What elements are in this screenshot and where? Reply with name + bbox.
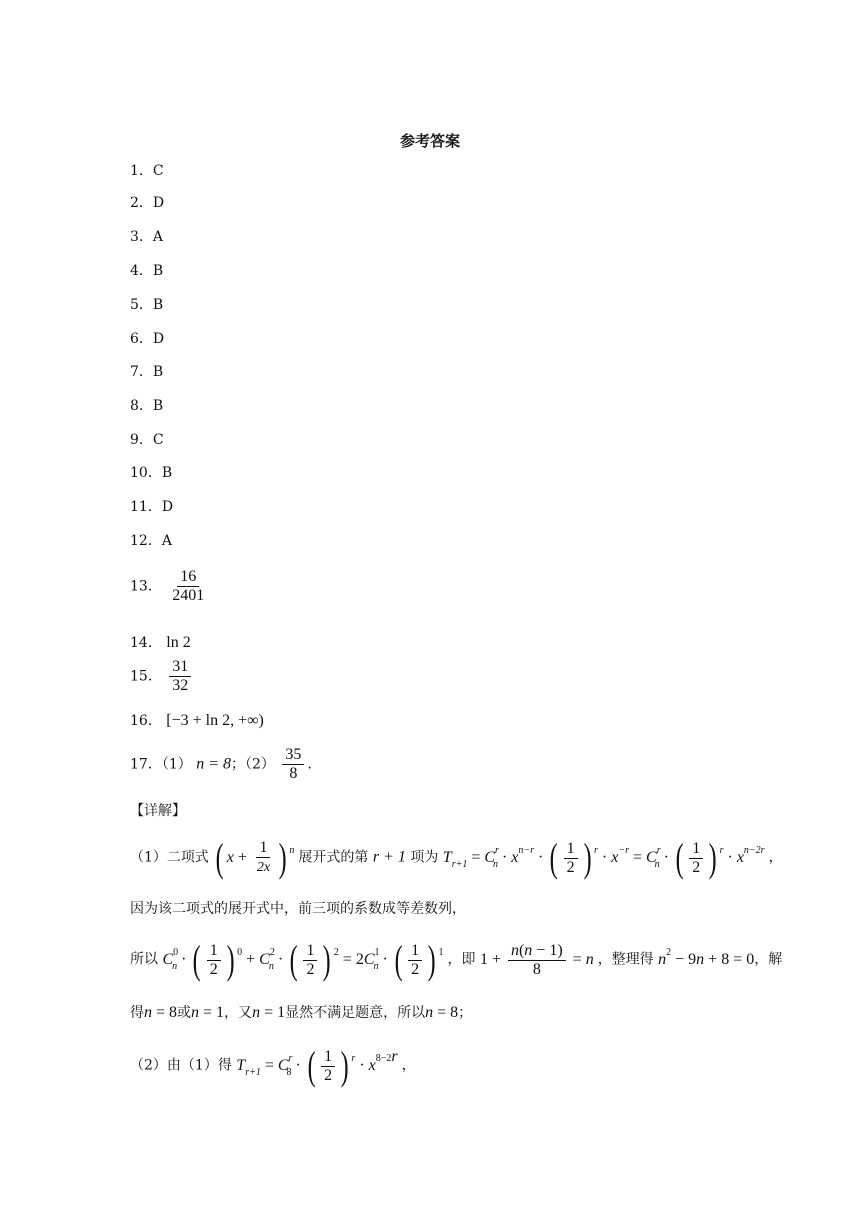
answer-value: n = 8 xyxy=(196,755,231,773)
text: 项为 xyxy=(410,849,439,866)
text: （2）由（1）得 xyxy=(130,1057,232,1074)
text: ，即 xyxy=(447,951,476,968)
solution-line-4 xyxy=(130,1002,472,1022)
answer-value: C xyxy=(152,163,164,179)
answer-number: 17． xyxy=(130,756,162,773)
answer-value: [−3 + ln 2, +∞) xyxy=(166,712,264,729)
numerator: 16 xyxy=(177,568,199,587)
answer-11 xyxy=(130,496,173,516)
equation: $n^2 - 9n + 8 = 0$ xyxy=(658,946,755,968)
answer-number: 1． xyxy=(130,163,153,179)
math-inline: n = 1 xyxy=(191,1004,225,1021)
text: ，又 xyxy=(224,1005,253,1021)
answer-number: 8． xyxy=(130,398,153,414)
answer-number: 13． xyxy=(130,578,162,595)
answer-value: B xyxy=(152,364,164,380)
equation: 1 + $\frac{n(n - 1)}{8}$ = n xyxy=(479,941,594,978)
answer-12 xyxy=(130,530,172,550)
answer-number: 7． xyxy=(130,364,153,380)
answer-10 xyxy=(130,462,172,482)
fraction xyxy=(169,658,191,695)
answer-value: A xyxy=(152,229,164,245)
fraction xyxy=(169,568,207,605)
answer-2 xyxy=(130,192,164,212)
general-term-formula: $T_{r+1} = C^r_8$ · ( $\frac{1}{2}$ ) $^r \cdot x^{8-2r}$ xyxy=(236,1043,398,1088)
solution-line-2: 因为该二项式的展开式中，前三项的系数成等差数列， xyxy=(130,901,466,917)
answer-number: 9． xyxy=(130,432,153,448)
binomial-expression: ( x + $\frac{1}{2x}$ ) $^n$ xyxy=(216,835,295,880)
answer-9 xyxy=(130,429,164,449)
answer-number: 12． xyxy=(130,533,162,549)
solution-line-3 xyxy=(130,937,783,982)
solution-line-5 xyxy=(130,1043,416,1088)
answer-number: 15． xyxy=(130,668,162,685)
answer-8 xyxy=(130,395,163,415)
text: 得 xyxy=(130,1005,144,1021)
answer-number: 10． xyxy=(130,465,162,481)
numerator: 35 xyxy=(282,746,304,765)
part-label: ；（2） xyxy=(231,756,275,773)
answer-15 xyxy=(130,658,194,695)
answer-value: C xyxy=(152,432,164,448)
math-inline: n = 8 xyxy=(144,1004,178,1021)
answer-value: D xyxy=(152,195,165,211)
answer-value: D xyxy=(152,331,165,347)
detail-heading: 【详解】 xyxy=(130,803,186,819)
answer-number: 4． xyxy=(130,263,153,279)
answer-number: 5． xyxy=(130,297,153,313)
equation: $C^0_n$ · ( $\frac{1}{2}$ ) $^0 + C^2_n$ · ( $\frac{1}{2}$ ) $^2 = 2C^1_n$ · ( $\frac{1}{2}$ ) $^1$ xyxy=(162,937,444,982)
answer-14 xyxy=(130,632,191,652)
answer-number: 3． xyxy=(130,229,153,245)
answer-number: 2． xyxy=(130,195,153,211)
answer-number: 14． xyxy=(130,635,162,651)
answer-value: B xyxy=(152,398,164,414)
answer-17 xyxy=(130,746,312,783)
denominator: 32 xyxy=(172,677,189,694)
text: 展开式的第 xyxy=(298,849,369,866)
text: ， xyxy=(401,1057,416,1074)
answer-13 xyxy=(130,568,210,605)
denominator: 8 xyxy=(289,765,298,782)
answer-5 xyxy=(130,294,163,314)
answer-1 xyxy=(130,160,164,180)
general-term-formula: $T_{r+1} = C^r_n \cdot x^{n-r}$ · ( $\frac{1}{2}$ ) $^r \cdot x^{-r} = C^r_n$ · ( $\frac{1}{2}$ ) $^r \cdot x^{n-2r}$ xyxy=(442,835,765,880)
denominator: 2401 xyxy=(172,587,205,604)
math-inline: r + 1 xyxy=(372,848,406,866)
answer-number: 11． xyxy=(130,499,162,515)
answer-value: A xyxy=(161,533,172,549)
answer-7 xyxy=(130,361,163,381)
text: ，整理得 xyxy=(597,951,654,968)
answer-value: B xyxy=(161,465,173,481)
answer-value: B xyxy=(152,263,164,279)
text: ，解 xyxy=(754,951,783,968)
solution-line-1 xyxy=(130,835,783,880)
answer-3 xyxy=(130,226,163,246)
text: ； xyxy=(458,1005,473,1021)
answer-value: ln 2 xyxy=(166,634,191,651)
numerator: 31 xyxy=(169,658,191,677)
text: （1）二项式 xyxy=(130,849,209,866)
answer-value: B xyxy=(152,297,164,313)
text: ， xyxy=(768,849,783,866)
answer-16 xyxy=(130,710,264,730)
math-inline: n = 8 xyxy=(425,1004,459,1021)
answer-4 xyxy=(130,260,163,280)
answer-6 xyxy=(130,328,164,348)
answer-value: D xyxy=(161,499,174,515)
text: 显然不满足题意，所以 xyxy=(285,1005,426,1021)
fraction xyxy=(282,746,304,783)
part-label: （1） xyxy=(161,756,192,773)
answer-number: 16． xyxy=(130,713,162,729)
text: 或 xyxy=(177,1005,192,1021)
answer-number: 6． xyxy=(130,331,153,347)
text: 所以 xyxy=(130,951,158,968)
math-inline: n = 1 xyxy=(252,1004,286,1021)
page-title: 参考答案 xyxy=(399,132,460,150)
period: . xyxy=(307,756,312,773)
